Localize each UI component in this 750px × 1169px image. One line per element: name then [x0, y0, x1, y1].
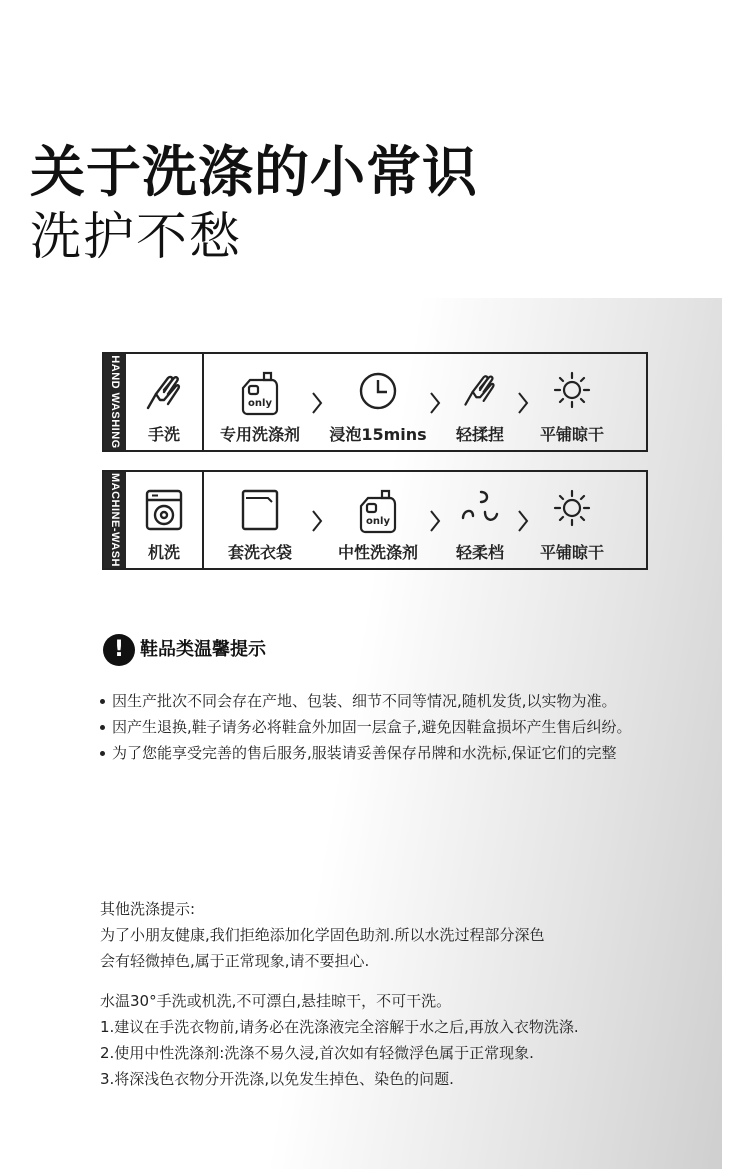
notice-title: 鞋品类温馨提示 — [140, 639, 266, 660]
hand-step-3-label: 轻揉捏 — [455, 425, 505, 444]
machine-step-2-label: 中性洗涤剂 — [337, 543, 419, 562]
machine-step-4-label: 平铺晾干 — [539, 543, 605, 562]
machine-step-3-label: 轻柔档 — [455, 543, 505, 562]
hand-rub-icon — [460, 370, 500, 410]
detergent-bottle-icon — [358, 488, 398, 534]
chevron-right-icon — [310, 508, 324, 534]
machine-wash-panel — [102, 470, 648, 570]
rule-line: 2.使用中性洗涤剂:洗涤不易久浸,首次如有轻微浮色属于正常现象. — [100, 1044, 534, 1062]
hand-step-4-label: 平铺晾干 — [539, 425, 605, 444]
hand-wash-type-label: 手洗 — [147, 425, 181, 444]
hand-step-2 — [326, 354, 430, 450]
chevron-right-icon — [310, 390, 324, 416]
machine-wash-type-label: 机洗 — [147, 543, 181, 562]
machine-step-3 — [442, 472, 518, 568]
page-subtitle: 洗护不愁 — [30, 208, 243, 267]
hand-step-1 — [212, 354, 308, 450]
notice-list — [98, 688, 698, 766]
hand-step-1-label: 专用洗涤剂 — [219, 425, 301, 444]
exclamation-icon: ! — [103, 634, 135, 666]
rule-line: 水温30°手洗或机洗,不可漂白,悬挂晾干，不可干洗。 — [100, 992, 452, 1010]
hand-wash-type — [126, 354, 202, 450]
divider — [202, 472, 204, 568]
hand-washing-side-label: HAND WASHING — [104, 354, 126, 450]
hand-step-3 — [442, 354, 518, 450]
hand-step-2-label: 浸泡15mins — [329, 425, 427, 444]
other-tips-line: 为了小朋友健康,我们拒绝添加化学固色助剂.所以水洗过程部分深色 — [100, 926, 545, 944]
machine-step-4 — [530, 472, 614, 568]
detergent-bottle-icon — [240, 370, 280, 416]
machine-wash-type — [126, 472, 202, 568]
clock-icon — [357, 370, 399, 412]
divider — [202, 354, 204, 450]
laundry-bag-icon — [240, 488, 280, 532]
hand-icon — [142, 370, 186, 414]
gentle-cycle-icon — [459, 488, 501, 528]
rule-line: 1.建议在手洗衣物前,请务必在洗涤液完全溶解于水之后,再放入衣物洗涤. — [100, 1018, 579, 1036]
chevron-right-icon — [516, 390, 530, 416]
hand-step-4 — [530, 354, 614, 450]
machine-step-1 — [212, 472, 308, 568]
list-item: 因生产批次不同会存在产地、包装、细节不同等情况,随机发货,以实物为准。 — [98, 688, 684, 714]
machine-wash-side-label: MACHINE-WASH — [104, 472, 126, 568]
svg-text:only: only — [366, 516, 390, 527]
hand-washing-panel — [102, 352, 648, 452]
list-item: 因产生退换,鞋子请务必将鞋盒外加固一层盒子,避免因鞋盒损坏产生售后纠纷。 — [98, 714, 684, 740]
sun-icon — [552, 488, 592, 528]
list-item: 为了您能享受完善的售后服务,服装请妥善保存吊牌和水洗标,保证它们的完整 — [98, 740, 684, 766]
chevron-right-icon — [428, 508, 442, 534]
other-tips-line: 会有轻微掉色,属于正常现象,请不要担心. — [100, 952, 370, 970]
chevron-right-icon — [516, 508, 530, 534]
machine-step-1-label: 套洗衣袋 — [227, 543, 293, 562]
other-tips-heading: 其他洗涤提示: — [100, 900, 196, 918]
rule-line: 3.将深浅色衣物分开洗涤,以免发生掉色、染色的问题. — [100, 1070, 454, 1088]
machine-step-2 — [326, 472, 430, 568]
chevron-right-icon — [428, 390, 442, 416]
washing-machine-icon — [144, 488, 184, 532]
page-title: 关于洗涤的小常识 — [30, 140, 479, 204]
svg-text:only: only — [248, 398, 272, 409]
sun-icon — [552, 370, 592, 410]
